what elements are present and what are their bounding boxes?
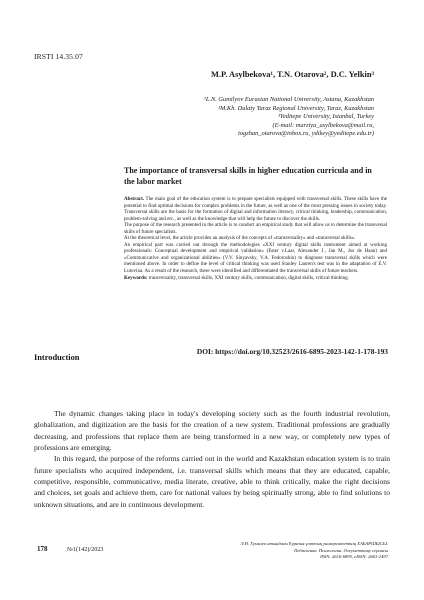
- journal-name: Л.Н. Гумилев атындағы Еуразия ұлттық университетінің ХАБАРШЫСЫ.: [240, 541, 388, 546]
- abstract-text-3: At the theoretical level, the article provides an analysis of the concepts of «transversality» and «transversal skills».: [124, 235, 356, 242]
- email-line-2: togzhan_otarova@inbox.ru, ydikey@yeditepe.edu.tr): [238, 130, 374, 138]
- affiliation-2: ²M.Kh. Dulaty Taraz Regional University, Taraz, Kazakhstan: [218, 104, 374, 112]
- affiliation-3: ³Yeditepe University, Istanbul, Turkey: [278, 113, 374, 121]
- abstract-text-4: An empirical part was carried out through the methodologies «XXI century digital skills instrument aimed at working professionals: Conceptual development and empirical validation» (Ester v.Laar, Alexander J., Jan M., Jos de Haan) and «Communicative and organizational abilities» (V.V. Sinyavsky, V.A. Fedoroshin) to diagnose transversal skills which were mentioned above. In order to define the level of critical thinking was used Stanley Lauren's test was in the adaptation of E.V. Lutovina. As a result of the research, there were identified and differentiated the transversal skills of future teachers.: [124, 241, 387, 275]
- issue-number: №1(142)/2023: [67, 546, 104, 553]
- intro-paragraph-1: The dynamic changes taking place in today's developing society such as the fourth industrial revolution, globalization, and digitization are the basis for the creation of a new system. Traditional professions are gradually decreasing, and professions that replace them are being transformed in a new way, or completely new types of professions are emerging.: [34, 409, 390, 453]
- keywords-text: transversality, transversal skills, XXI century skills, communication, digital skills, critical thinking.: [148, 274, 349, 281]
- journal-info: [188, 541, 388, 561]
- article-title: The importance of transversal skills in higher education curricula and in the labor market: [124, 166, 372, 186]
- introduction-heading: Introduction: [34, 353, 80, 362]
- abstract-text-2: The purpose of the research presented in the article is to conduct an empirical study that will allow us to determine the transversal skills of future specialists.: [124, 222, 387, 235]
- keywords-label: Keywords:: [124, 274, 148, 281]
- classification-code: IRSTI 14.35.07: [34, 52, 83, 61]
- abstract: [124, 196, 387, 281]
- page-number: 178: [37, 545, 48, 553]
- abstract-label: Abstract.: [124, 196, 145, 202]
- journal-series: Педагогика. Психология. Әлеуметтану сериясы: [294, 547, 388, 553]
- abstract-paragraph: [124, 196, 387, 222]
- abstract-text-1: The main goal of the education system is to prepare specialists equipped with transversal skills. These skills have the potential to find optimal decisions for complex problems in the future, as well as one of the most pressing issues in society today. Transversal skills are the basis for the formation of digital and information literacy, critical thinking, leadership, communication, problem-solving and etc., as well as the knowledge that will help the future to discover the skills.: [124, 196, 388, 222]
- keywords: [124, 275, 387, 282]
- affiliation-1: ¹L.N. Gumilyov Eurasian National University, Astana, Kazakhstan: [203, 96, 374, 103]
- introduction-body: [34, 408, 390, 510]
- affiliations: [124, 96, 374, 139]
- doi-link[interactable]: DOI: https://doi.org/10.32523/2616-6895-2023-142-1-178-193: [196, 347, 388, 356]
- intro-paragraph-2: In this regard, the purpose of the reforms carried out in the world and Kazakhstan education system is to train future specialists who acquired independent, i.e. transversal skills which means that they are educated, capable, competitive, responsible, communicative, media literate, creative, able to think critically, make the right decisions and choices, set goals and achieve them, care for national values by being spiritually strong, able to find solutions to unknown situations, and are in continuous development.: [34, 454, 390, 509]
- journal-issn: ISSN: 2616-6895, eISSN: 2663-2497: [320, 554, 388, 560]
- email-line-1: (E-mail: marziya_asylbekova@mail.ru,: [272, 121, 374, 129]
- authors: M.P. Asylbekova¹, T.N. Otarova², D.C. Yelkin³: [210, 70, 374, 79]
